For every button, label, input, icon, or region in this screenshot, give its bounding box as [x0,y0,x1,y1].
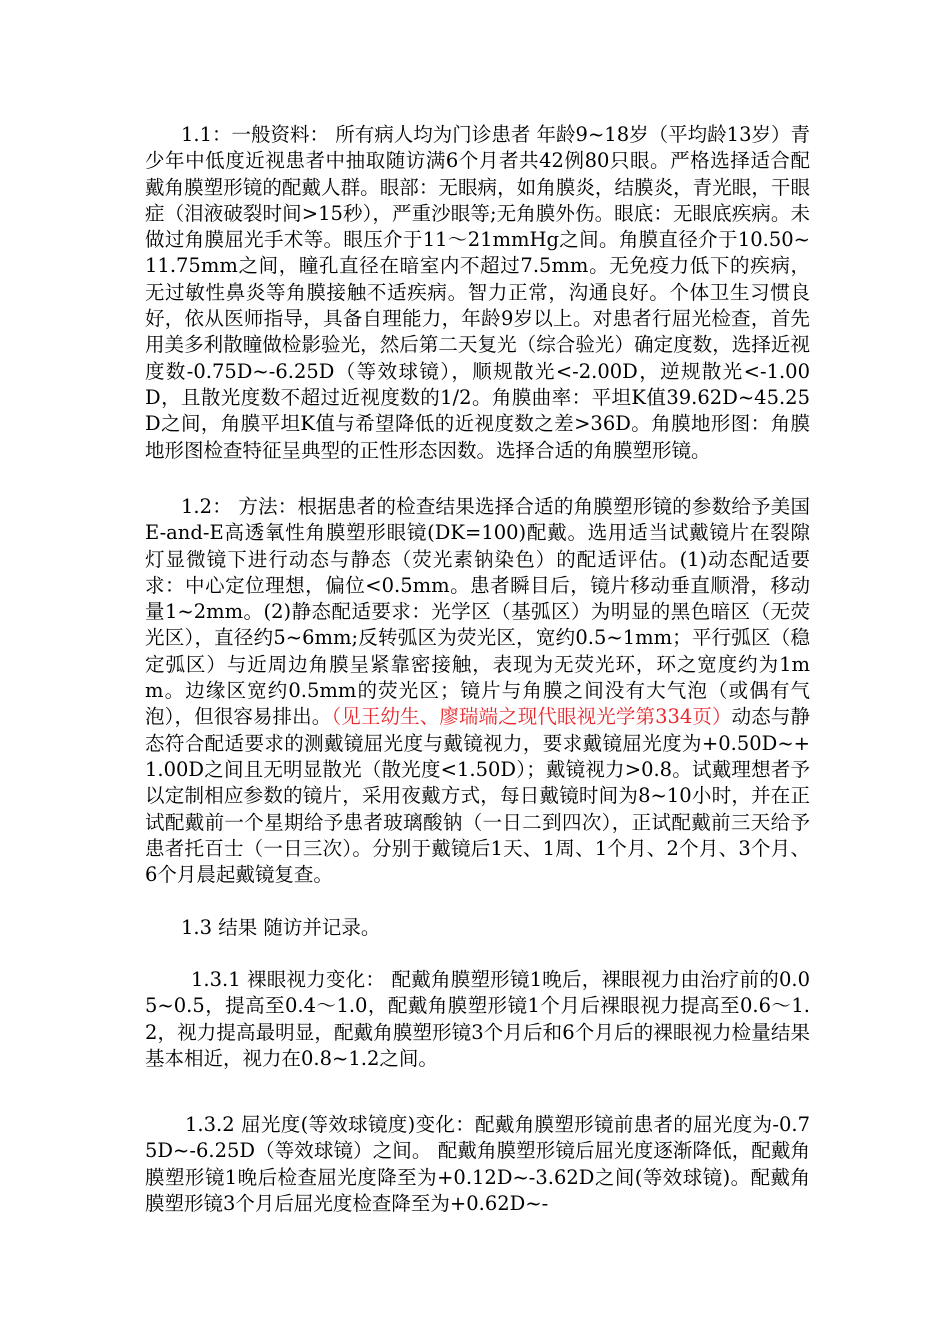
paragraph-general-data: 1.1：一般资料： 所有病人均为门诊患者 年龄9~18岁（平均龄13岁）青少年中低度近视患者中抽取随访满6个月者共42例80只眼。严格选择适合配戴角膜塑形镜的配戴人群。眼部：无眼病，如角膜炎，结膜炎，青光眼，干眼症（泪液破裂时间>15秒），严重沙眼等;无角膜外伤。眼底：无眼底疾病。未做过角膜屈光手术等。眼压介于11～21mmHg之间。角膜直径介于10.50~11.75mm之间，瞳孔直径在暗室内不超过7.5mm。无免疫力低下的疾病，无过敏性鼻炎等角膜接触不适疾病。智力正常，沟通良好。个体卫生习惯良好，依从医师指导，具备自理能力，年龄9岁以上。对患者行屈光检查，首先用美多利散瞳做检影验光，然后第二天复光（综合验光）确定度数，选择近视度数-0.75D~-6.25D（等效球镜），顺规散光<-2.00D，逆规散光<-1.00D，且散光度数不超过近视度数的1/2。角膜曲率：平坦K值39.62D~45.25D之间，角膜平坦K值与希望降低的近视度数之差>36D。角膜地形图：角膜地形图检查特征呈典型的正性形态因数。选择合适的角膜塑形镜。 [145,123,810,462]
paragraph-uncorrected-vision: 1.3.1 裸眼视力变化： 配戴角膜塑形镜1晚后，裸眼视力由治疗前的0.05~0.5，提高至0.4～1.0，配戴角膜塑形镜1个月后裸眼视力提高至0.6～1.2，视力提高最明显，配戴角膜塑形镜3个月后和6个月后的裸眼视力检量结果基本相近，视力在0.8~1.2之间。 [145,968,810,1070]
section-heading-results: 1.3 结果 随访并记录。 [181,916,381,939]
paragraph-method [145,494,810,888]
method-text-after-citation: 动态与静态符合配适要求的测戴镜屈光度与戴镜视力，要求戴镜屈光度为+0.50D~+1.00D之间且无明显散光（散光度<1.50D）；戴镜视力>0.8。试戴理想者予以定制相应参数的镜片，采用夜戴方式，每日戴镜时间为8~10小时，并在正试配戴前一个星期给予患者玻璃酸钠（一日二到四次），正试配戴前三天给予患者托百士（一日三次）。分别于戴镜后1天、1周、1个月、2个月、3个月、6个月晨起戴镜复查。 [145,705,810,887]
citation-reference: （见王幼生、廖瑞端之现代眼视光学第334页） [331,705,732,729]
paragraph-refraction-change: 1.3.2 屈光度(等效球镜度)变化：配戴角膜塑形镜前患者的屈光度为-0.75D~-6.25D（等效球镜）之间。 配戴角膜塑形镜后屈光度逐渐降低，配戴角膜塑形镜1晚后检查屈光度降至为+0.12D~-3.62D之间(等效球镜)。配戴角膜塑形镜3个月后屈光度检查降至为+0.62D~- [145,1113,810,1215]
method-text-before-citation: 1.2： 方法：根据患者的检查结果选择合适的角膜塑形镜的参数给予美国E-and-E高透氧性角膜塑形眼镜(DK=100)配戴。选用适当试戴镜片在裂隙灯显微镜下进行动态与静态（荧光素钠染色）的配适评估。(1)动态配适要求：中心定位理想，偏位<0.5mm。患者瞬目后，镜片移动垂直顺滑，移动量1~2mm。(2)静态配适要求：光学区（基弧区）为明显的黑色暗区（无荧光区），直径约5~6mm;反转弧区为荧光区，宽约0.5~1mm；平行弧区（稳定弧区）与近周边角膜呈紧靠密接触，表现为无荧光环，环之宽度约为1mm。边缘区宽约0.5mm的荧光区；镜片与角膜之间没有大气泡（或偶有气泡），但很容易排出。 [145,495,810,729]
